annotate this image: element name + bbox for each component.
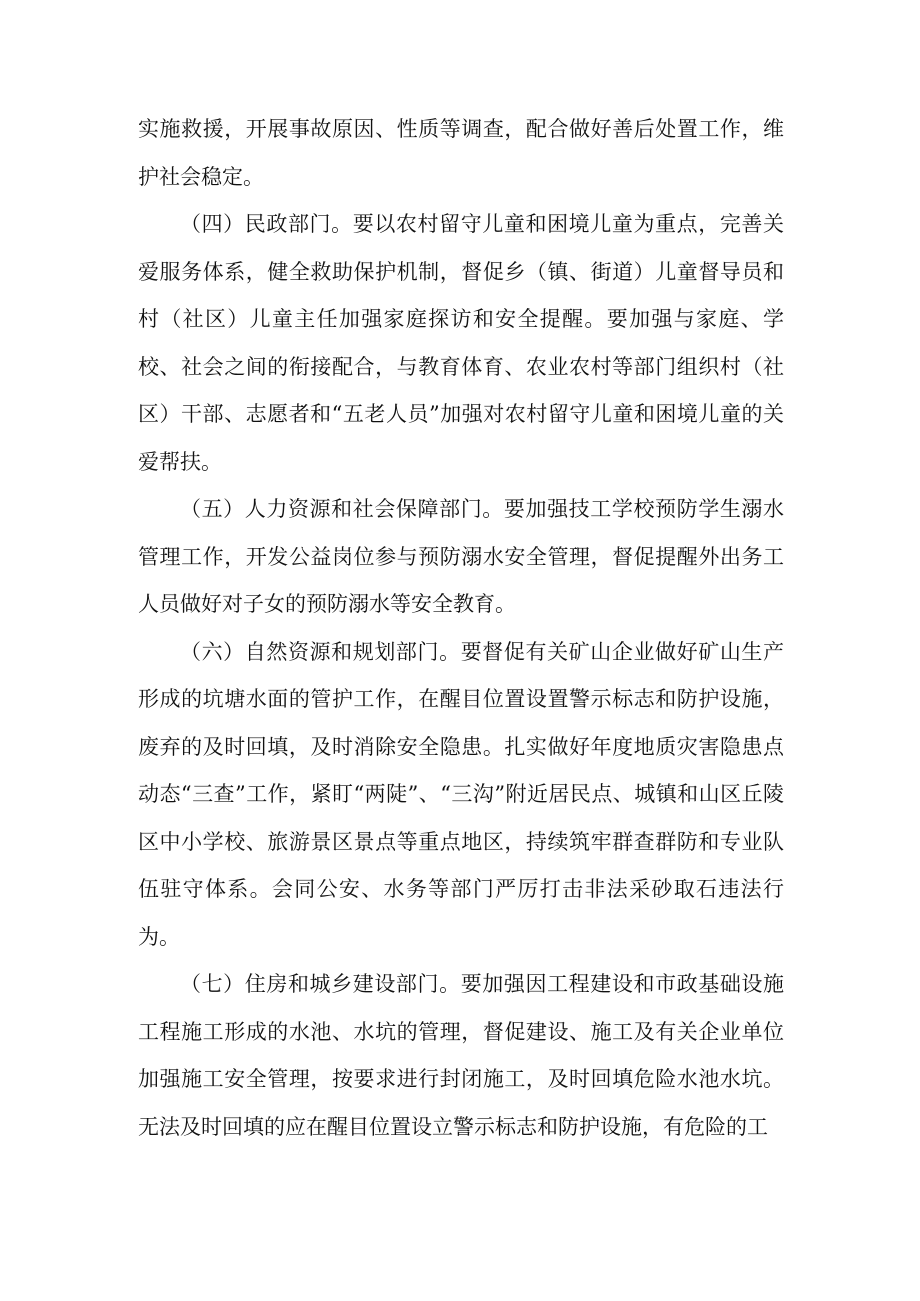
paragraph-natural-resources: （六）自然资源和规划部门。要督促有关矿山企业做好矿山生产形成的坑塘水面的管护工作，在醒目位置设置警示标志和防护设施，废弃的及时回填，及时消除安全隐患。扎实做好年度地质灾害隐患点动态“三查”工作，紧盯“两陡”、“三沟”附近居民点、城镇和山区丘陵区中小学校、旅游景区景点等重点地区，持续筑牢群查群防和专业队伍驻守体系。会同公安、水务等部门严厉打击非法采砂取石违法行为。 bbox=[138, 639, 784, 949]
paragraph-continuation: 实施救援，开展事故原因、性质等调查，配合做好善后处置工作，维护社会稳定。 bbox=[138, 117, 784, 189]
paragraph-housing-construction: （七）住房和城乡建设部门。要加强因工程建设和市政基础设施工程施工形成的水池、水坑的管理，督促建设、施工及有关企业单位加强施工安全管理，按要求进行封闭施工，及时回填危险水池水坑。无法及时回填的应在醒目位置设立警示标志和防护设施，有危险的工 bbox=[138, 972, 784, 1139]
paragraph-civil-affairs: （四）民政部门。要以农村留守儿童和困境儿童为重点，完善关爱服务体系，健全救助保护机制，督促乡（镇、街道）儿童督导员和村（社区）儿童主任加强家庭探访和安全提醒。要加强与家庭、学校、社会之间的衔接配合，与教育体育、农业农村等部门组织村（社区）干部、志愿者和“五老人员”加强对农村留守儿童和困境儿童的关爱帮扶。 bbox=[138, 212, 784, 474]
paragraph-human-resources: （五）人力资源和社会保障部门。要加强技工学校预防学生溺水管理工作，开发公益岗位参与预防溺水安全管理，督促提醒外出务工人员做好对子女的预防溺水等安全教育。 bbox=[138, 497, 784, 616]
document-body bbox=[138, 106, 784, 1151]
